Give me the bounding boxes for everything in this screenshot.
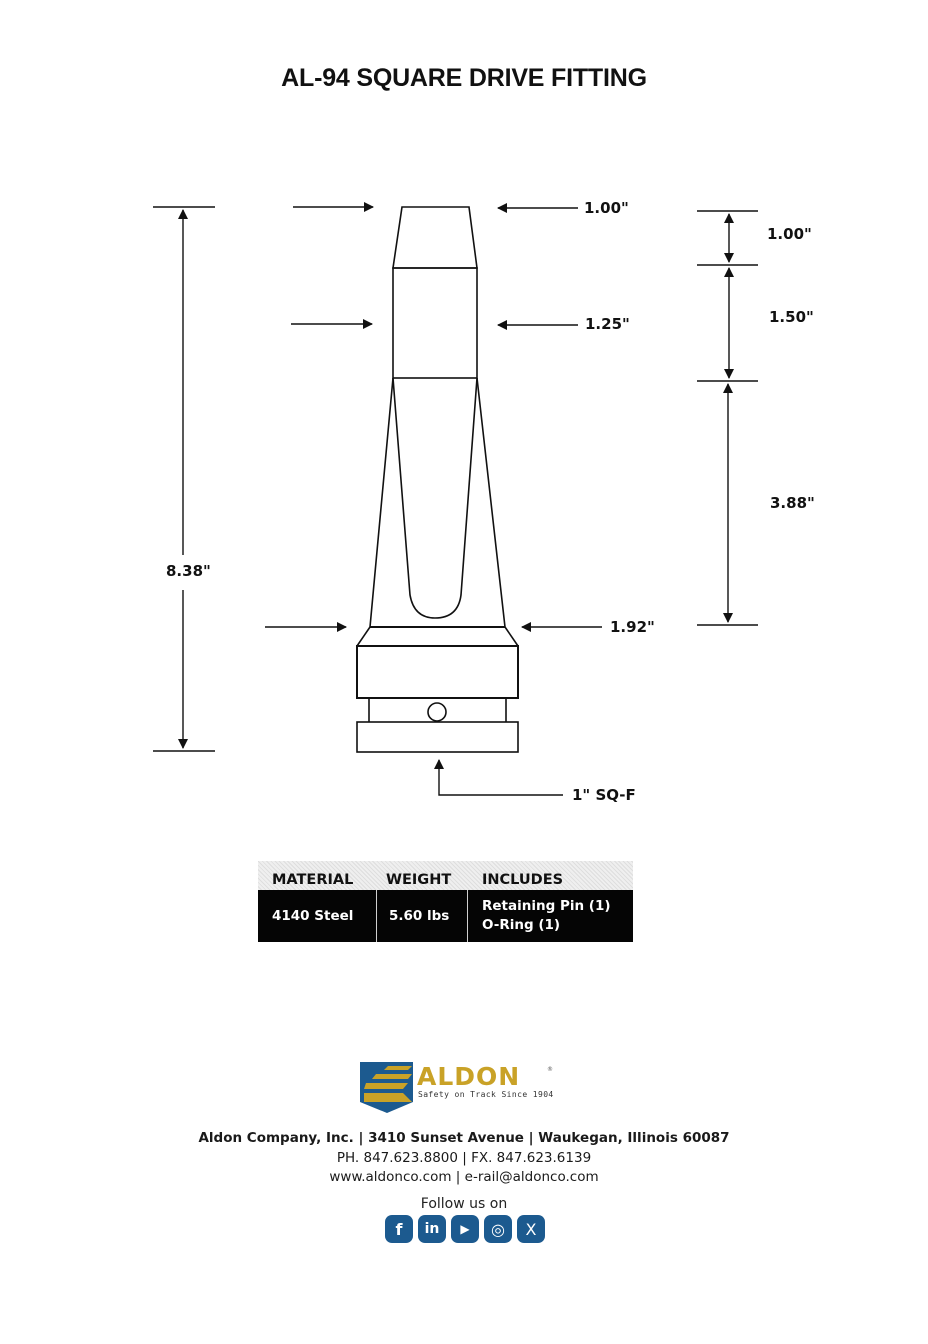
spec-table-row [258,890,633,942]
tip-length-label: 1.00" [767,225,812,243]
spec-table [258,861,633,942]
header-weight: WEIGHT [386,872,452,888]
page-title: AL-94 SQUARE DRIVE FITTING [281,64,647,92]
registered-mark: ® [547,1066,553,1073]
includes-item: Retaining Pin (1) [482,898,611,914]
spec-table-header [258,861,633,890]
header-material: MATERIAL [272,872,354,888]
cell-weight: 5.60 lbs [377,890,468,942]
header-includes: INCLUDES [482,872,564,888]
phone-fax: PH. 847.623.8800 | FX. 847.623.6139 [336,1150,592,1166]
company-address: Aldon Company, Inc. | 3410 Sunset Avenue | Waukegan, Illinois 60087 [198,1130,730,1146]
top-diameter-label: 1.00" [584,199,629,217]
youtube-icon[interactable]: ▶ [451,1215,479,1243]
instagram-icon[interactable]: ◎ [484,1215,512,1243]
web-email: www.aldonco.com | e-rail@aldonco.com [329,1169,599,1185]
cell-includes [468,890,633,942]
shank-diameter-label: 1.25" [585,315,630,333]
includes-item: O-Ring (1) [482,917,561,933]
brand-tagline: Safety on Track Since 1904 [418,1090,554,1099]
base-diameter-label: 1.92" [610,618,655,636]
brand-name: ALDON [417,1062,521,1091]
linkedin-icon[interactable]: in [418,1215,446,1243]
taper-length-label: 3.88" [770,494,815,512]
x-icon[interactable]: X [517,1215,545,1243]
aldon-logo-icon [358,1058,418,1114]
shank-length-label: 1.50" [769,308,814,326]
dimension-lines [153,207,758,795]
drive-size-label: 1" SQ-F [572,786,636,804]
fitting-outline [357,207,518,752]
overall-length-label: 8.38" [166,562,211,580]
cell-material: 4140 Steel [258,890,377,942]
facebook-icon[interactable]: f [385,1215,413,1243]
follow-label: Follow us on [420,1196,508,1212]
social-links [385,1215,545,1243]
